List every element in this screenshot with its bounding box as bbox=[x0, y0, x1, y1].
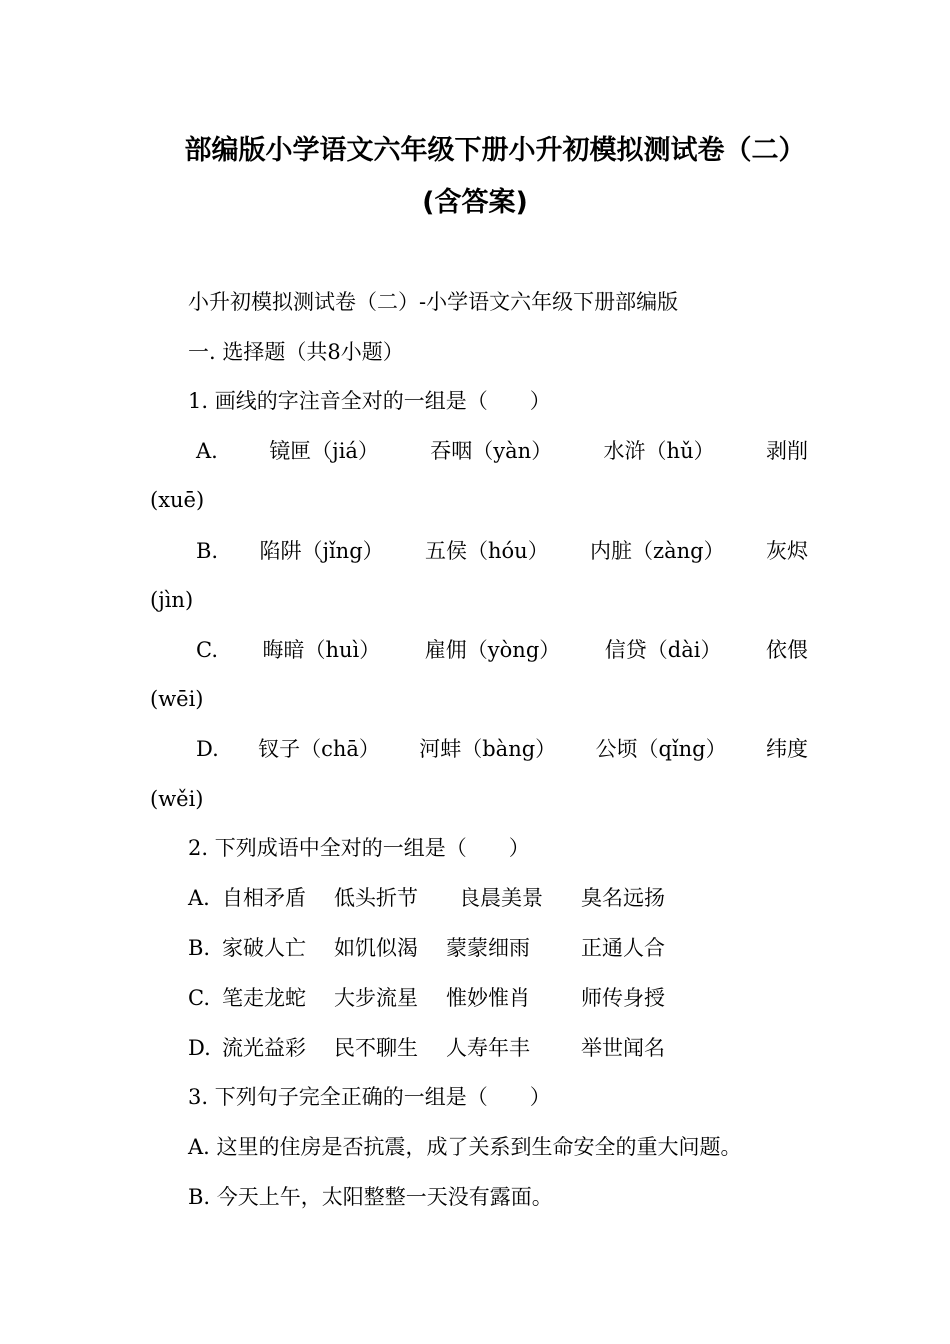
option-c-item-1: 晦暗（huì） bbox=[262, 638, 381, 662]
question-1-option-d-continued: (wěi) bbox=[150, 787, 204, 811]
question-1-option-d bbox=[150, 735, 808, 763]
option-a-item-1: 自相矛盾 bbox=[222, 886, 306, 910]
question-1-stem: 1. 画线的字注音全对的一组是（ ） bbox=[188, 389, 551, 413]
option-d-item-3: 公顷（qǐng） bbox=[595, 737, 727, 761]
option-c-label: C. bbox=[196, 638, 218, 662]
option-b-item-3: 内脏（zàng） bbox=[590, 539, 725, 563]
question-2-stem: 2. 下列成语中全对的一组是（ ） bbox=[188, 836, 530, 860]
question-1-option-c bbox=[150, 636, 808, 664]
option-a-item-2: 低头折节 bbox=[334, 886, 418, 910]
option-b-item-1: 陷阱（jǐng） bbox=[259, 539, 384, 563]
question-1-option-c-continued: (wēi) bbox=[150, 687, 204, 711]
option-c-item-3: 信贷（dài） bbox=[604, 638, 722, 662]
option-d-item-2: 河蚌（bàng） bbox=[419, 737, 557, 761]
question-1-option-a-continued: (xuē) bbox=[150, 488, 205, 512]
option-c-item-2: 雇佣（yòng） bbox=[424, 638, 561, 662]
question-3-option-b: B. 今天上午，太阳整整一天没有露面。 bbox=[188, 1185, 553, 1209]
subtitle: 小升初模拟测试卷（二）-小学语文六年级下册部编版 bbox=[188, 290, 679, 314]
option-a-item-4: 臭名远扬 bbox=[581, 886, 665, 910]
section-heading-choice: 一. 选择题（共8小题） bbox=[188, 340, 404, 364]
option-d-item-1: 流光益彩 bbox=[222, 1036, 306, 1060]
option-d-item-4: 举世闻名 bbox=[581, 1036, 665, 1060]
question-1-option-b-continued: (jìn) bbox=[150, 588, 194, 612]
question-3-option-a: A. 这里的住房是否抗震，成了关系到生命安全的重大问题。 bbox=[188, 1135, 742, 1159]
question-3-stem: 3. 下列句子完全正确的一组是（ ） bbox=[188, 1085, 551, 1109]
option-b-label: B. bbox=[188, 936, 211, 960]
option-b-item-2: 五侯（hóu） bbox=[425, 539, 549, 563]
option-d-label: D. bbox=[196, 737, 219, 761]
option-b-item-1: 家破人亡 bbox=[222, 936, 306, 960]
option-a-item-2: 吞咽（yàn） bbox=[430, 439, 553, 463]
option-a-item-4: 剥削 bbox=[765, 439, 808, 463]
option-a-item-3: 水浒（hǔ） bbox=[603, 439, 715, 463]
option-c-item-4: 依偎 bbox=[765, 638, 808, 662]
option-a-label: A. bbox=[188, 886, 210, 910]
option-b-item-2: 如饥似渴 bbox=[334, 936, 418, 960]
option-c-item-4: 师传身授 bbox=[581, 986, 665, 1010]
option-d-item-1: 钗子（chā） bbox=[258, 737, 380, 761]
option-b-item-3: 蒙蒙细雨 bbox=[446, 936, 530, 960]
option-a-item-1: 镜匣（jiá） bbox=[269, 439, 379, 463]
option-a-item-3: 良晨美景 bbox=[459, 886, 543, 910]
option-c-item-1: 笔走龙蛇 bbox=[222, 986, 306, 1010]
option-d-item-2: 民不聊生 bbox=[334, 1036, 418, 1060]
option-d-label: D. bbox=[188, 1036, 211, 1060]
option-d-item-4: 纬度 bbox=[765, 737, 808, 761]
document-title-line-1: 部编版小学语文六年级下册小升初模拟测试卷（二） bbox=[184, 135, 806, 166]
option-b-item-4: 正通人合 bbox=[581, 936, 665, 960]
question-1-option-a bbox=[150, 437, 808, 465]
question-1-option-b bbox=[150, 537, 808, 565]
option-d-item-3: 人寿年丰 bbox=[446, 1036, 530, 1060]
option-c-item-3: 惟妙惟肖 bbox=[446, 986, 530, 1010]
option-c-label: C. bbox=[188, 986, 210, 1010]
document-title-line-2: (含答案) bbox=[422, 187, 528, 218]
option-b-label: B. bbox=[196, 539, 219, 563]
option-a-label: A. bbox=[196, 439, 218, 463]
option-b-item-4: 灰烬 bbox=[765, 539, 808, 563]
option-c-item-2: 大步流星 bbox=[334, 986, 418, 1010]
